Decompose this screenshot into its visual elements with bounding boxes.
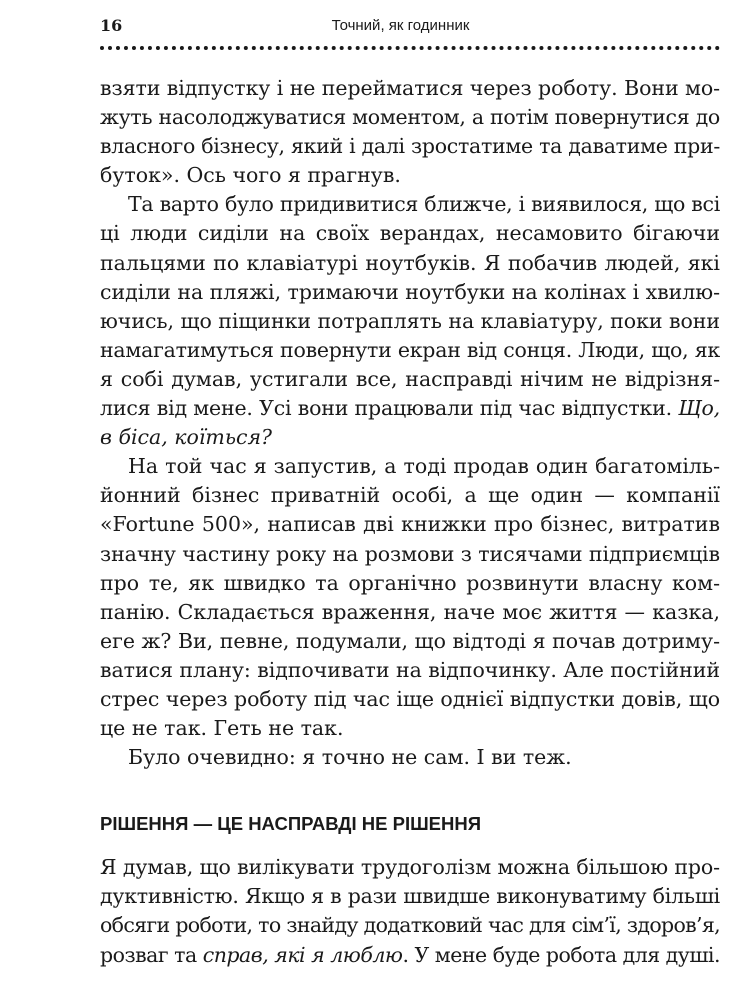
text-line: про те, як швидко та органічно розвинути власну ком-: [100, 570, 720, 595]
text-line: [100, 941, 720, 970]
text-line: На той час я запустив, а тоді продав один багатоміль-: [128, 454, 720, 479]
paragraph-1: [100, 74, 720, 190]
text-segment: розваг та: [100, 942, 203, 967]
text-line: еге ж? Ви, певне, подумали, що відтоді я почав дотриму-: [100, 628, 720, 653]
text-line: Та варто було придивитися ближче, і виявилося, що всі: [128, 192, 720, 217]
text-line: обсяги роботи, то знайду додатковий час для сім’ї, здоров’я,: [100, 913, 720, 938]
text-line: власного бізнесу, який і далі зростатиме та даватиме при-: [100, 134, 720, 159]
text-line: Я думав, що вилікувати трудоголізм можна більшою про-: [100, 855, 720, 880]
text-line: ватися плану: відпочивати на відпочинку. Але постійний: [100, 657, 720, 682]
spacer: [100, 772, 720, 809]
text-line: ючись, що піщинки потраплять на клавіатуру, поки вони: [100, 308, 720, 333]
text-line: жуть насолоджуватися моментом, а потім повернутися до: [100, 105, 720, 130]
text-line: йонний бізнес приватній особі, а ще один — компанії: [100, 483, 720, 508]
italic-text: Що,: [678, 396, 720, 421]
text-line: сиділи на пляжі, тримаючи ноутбуки на колінах і хвилю-: [100, 279, 720, 304]
text-line: буток». Ось чого я прагнув.: [100, 163, 401, 188]
paragraph-5: [100, 853, 720, 969]
text-line: намагатимуться повернути екран від сонця. Люди, що, як: [100, 337, 720, 362]
text-line: [100, 394, 720, 423]
section-heading: РІШЕННЯ — ЦЕ НАСПРАВДІ НЕ РІШЕННЯ: [100, 813, 482, 835]
text-line: панію. Складається враження, наче моє життя — казка,: [100, 599, 720, 624]
paragraph-2: [100, 190, 720, 452]
italic-text: справ, які я люблю: [202, 942, 403, 967]
text-line: стрес через роботу під час іще однієї відпустки довів, що: [100, 686, 720, 711]
paragraph-4: [100, 743, 720, 772]
text-line: [100, 423, 720, 452]
running-title: Точний, як годинник: [331, 17, 470, 34]
text-line: пальцями по клавіатурі ноутбуків. Я побачив людей, які: [100, 250, 720, 275]
text-line: дуктивністю. Якщо я в рази швидше виконуватиму більші: [100, 884, 720, 909]
page-number: 16: [100, 16, 123, 35]
text-line: ці люди сиділи на своїх верандах, несамовито бігаючи: [100, 221, 720, 246]
paragraph-3: [100, 452, 720, 743]
text-line: «Fortune 500», написав дві книжки про бізнес, витратив: [100, 512, 720, 537]
text-line: значну частину року на розмови з тисячами підприємців: [100, 541, 720, 566]
text-line: я собі думав, устигали все, насправді нічим не відрізня-: [100, 366, 720, 391]
spacer: [100, 838, 720, 853]
italic-text: в біса, коїться?: [100, 425, 273, 450]
text-segment: . У мене буде робота для душі.: [402, 942, 720, 967]
text-line: взяти відпустку і не перейматися через роботу. Вони мо-: [100, 76, 720, 100]
dotted-rule: [100, 46, 720, 50]
page-body: [100, 74, 720, 970]
text-line: Було очевидно: я точно не сам. І ви теж.: [128, 745, 572, 770]
text-line: це не так. Геть не так.: [100, 716, 344, 741]
text-segment: лися від мене. Усі вони працювали під час відпустки.: [100, 396, 672, 421]
